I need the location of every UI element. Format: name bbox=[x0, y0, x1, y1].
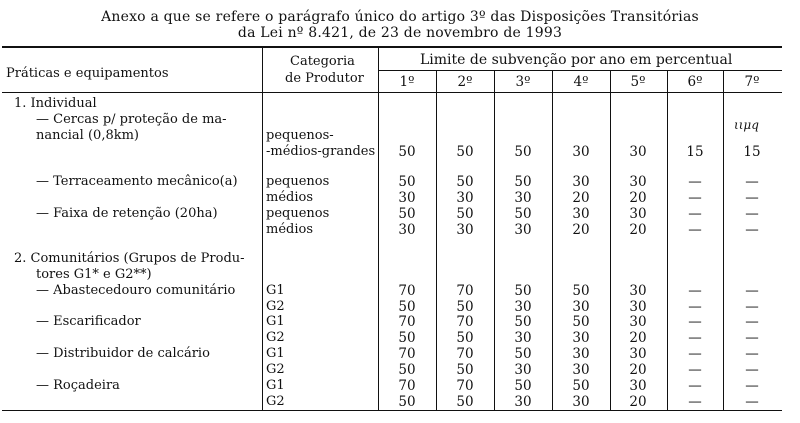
cell-cercas-y1: 50 bbox=[398, 144, 416, 160]
cell-terr-medios-y3: 30 bbox=[514, 190, 532, 206]
cell-abast-g1-y4: 50 bbox=[572, 283, 590, 299]
practice-cercas-line2: nancial (0,8km) bbox=[36, 128, 139, 143]
cell-terr-pequenos-y1: 50 bbox=[398, 174, 416, 190]
cell-escar-g1-y5: 30 bbox=[629, 314, 647, 330]
year-header-3: 3º bbox=[515, 74, 531, 90]
cell-terr-medios-y5: 20 bbox=[629, 190, 647, 206]
cell-terr-medios-y4: 20 bbox=[572, 190, 590, 206]
cell-abast-g1-y1: 70 bbox=[398, 283, 416, 299]
cell-distr-g2-y1: 50 bbox=[398, 362, 416, 378]
cell-faixa-medios-y7: — bbox=[745, 222, 759, 238]
cell-abast-g2-y4: 30 bbox=[572, 299, 590, 315]
header-practices: Práticas e equipamentos bbox=[6, 66, 169, 81]
cell-faixa-medios-y3: 30 bbox=[514, 222, 532, 238]
cell-distr-g2-y2: 50 bbox=[456, 362, 474, 378]
cell-distr-g1-y2: 70 bbox=[456, 346, 474, 362]
cell-roca-g1-y1: 70 bbox=[398, 378, 416, 394]
cell-faixa-pequenos-y3: 50 bbox=[514, 206, 532, 222]
cell-faixa-pequenos-y5: 30 bbox=[629, 206, 647, 222]
category-escar-g2: G2 bbox=[266, 330, 285, 345]
cell-faixa-pequenos-y1: 50 bbox=[398, 206, 416, 222]
cell-abast-g2-y7: — bbox=[745, 299, 759, 315]
cell-terr-pequenos-y7: — bbox=[745, 174, 759, 190]
col-divider-y2 bbox=[494, 70, 495, 410]
limit-header-rule bbox=[378, 70, 782, 71]
practice-cercas-line1: — Cercas p/ proteção de ma- bbox=[36, 112, 227, 127]
cell-distr-g1-y1: 70 bbox=[398, 346, 416, 362]
cell-faixa-medios-y4: 20 bbox=[572, 222, 590, 238]
cell-roca-g1-y5: 30 bbox=[629, 378, 647, 394]
practice-abastecedouro: — Abastecedouro comunitário bbox=[36, 283, 236, 298]
year-header-5: 5º bbox=[630, 74, 646, 90]
cell-cercas-y7: 15 bbox=[743, 144, 761, 160]
cell-roca-g2-y4: 30 bbox=[572, 394, 590, 410]
cell-terr-pequenos-y4: 30 bbox=[572, 174, 590, 190]
cell-cercas-y4: 30 bbox=[572, 144, 590, 160]
cell-escar-g1-y6: — bbox=[688, 314, 702, 330]
category-terr-medios: médios bbox=[266, 190, 313, 205]
cell-distr-g2-y6: — bbox=[688, 362, 702, 378]
cell-roca-g2-y5: 20 bbox=[629, 394, 647, 410]
header-bottom-rule bbox=[2, 92, 782, 93]
cell-abast-g1-y6: — bbox=[688, 283, 702, 299]
group-individual: 1. Individual bbox=[14, 96, 97, 111]
header-category-line1: Categoria bbox=[290, 54, 355, 69]
category-abast-g2: G2 bbox=[266, 299, 285, 314]
col-divider-y4 bbox=[610, 70, 611, 410]
cell-escar-g2-y6: — bbox=[688, 330, 702, 346]
cell-abast-g1-y7: — bbox=[745, 283, 759, 299]
cell-terr-medios-y6: — bbox=[688, 190, 702, 206]
cell-escar-g1-y2: 70 bbox=[456, 314, 474, 330]
col-divider-y6 bbox=[723, 70, 724, 410]
cell-distr-g2-y5: 20 bbox=[629, 362, 647, 378]
cell-distr-g1-y6: — bbox=[688, 346, 702, 362]
category-roca-g2: G2 bbox=[266, 394, 285, 409]
category-escar-g1: G1 bbox=[266, 314, 285, 329]
category-cercas-line2: -médios-grandes bbox=[266, 144, 376, 159]
cell-roca-g2-y2: 50 bbox=[456, 394, 474, 410]
cell-escar-g2-y5: 20 bbox=[629, 330, 647, 346]
cell-terr-pequenos-y2: 50 bbox=[456, 174, 474, 190]
cell-terr-medios-y1: 30 bbox=[398, 190, 416, 206]
practice-terraceamento: — Terraceamento mecânico(a) bbox=[36, 174, 238, 189]
cell-abast-g2-y2: 50 bbox=[456, 299, 474, 315]
category-roca-g1: G1 bbox=[266, 378, 285, 393]
cell-abast-g2-y3: 30 bbox=[514, 299, 532, 315]
practice-faixa: — Faixa de retenção (20ha) bbox=[36, 206, 218, 221]
category-faixa-pequenos: pequenos bbox=[266, 206, 330, 221]
year-header-2: 2º bbox=[457, 74, 473, 90]
col-divider-practices bbox=[262, 47, 263, 410]
cell-faixa-medios-y6: — bbox=[688, 222, 702, 238]
cell-faixa-pequenos-y6: — bbox=[688, 206, 702, 222]
cell-abast-g2-y5: 30 bbox=[629, 299, 647, 315]
cell-distr-g1-y4: 30 bbox=[572, 346, 590, 362]
cell-escar-g2-y1: 50 bbox=[398, 330, 416, 346]
category-faixa-medios: médios bbox=[266, 222, 313, 237]
cell-escar-g1-y1: 70 bbox=[398, 314, 416, 330]
cell-terr-pequenos-y5: 30 bbox=[629, 174, 647, 190]
cell-roca-g2-y1: 50 bbox=[398, 394, 416, 410]
cell-distr-g2-y3: 30 bbox=[514, 362, 532, 378]
cell-faixa-medios-y2: 30 bbox=[456, 222, 474, 238]
cell-terr-pequenos-y6: — bbox=[688, 174, 702, 190]
cell-terr-medios-y7: — bbox=[745, 190, 759, 206]
cell-distr-g1-y5: 30 bbox=[629, 346, 647, 362]
cell-roca-g1-y3: 50 bbox=[514, 378, 532, 394]
group-comunitarios-line2: tores G1* e G2**) bbox=[36, 267, 152, 282]
cell-roca-g2-y3: 30 bbox=[514, 394, 532, 410]
category-abast-g1: G1 bbox=[266, 283, 285, 298]
category-terr-pequenos: pequenos bbox=[266, 174, 330, 189]
cercas-stray-mark: ιιμq bbox=[734, 118, 759, 132]
cell-escar-g1-y4: 50 bbox=[572, 314, 590, 330]
year-header-7: 7º bbox=[744, 74, 760, 90]
year-header-6: 6º bbox=[687, 74, 703, 90]
cell-abast-g1-y5: 30 bbox=[629, 283, 647, 299]
cell-faixa-medios-y5: 20 bbox=[629, 222, 647, 238]
cell-faixa-pequenos-y7: — bbox=[745, 206, 759, 222]
cell-escar-g2-y4: 30 bbox=[572, 330, 590, 346]
col-divider-y1 bbox=[436, 70, 437, 410]
col-divider-category bbox=[378, 47, 379, 410]
cell-escar-g2-y7: — bbox=[745, 330, 759, 346]
cell-faixa-pequenos-y4: 30 bbox=[572, 206, 590, 222]
cell-cercas-y2: 50 bbox=[456, 144, 474, 160]
table-top-rule bbox=[2, 46, 782, 48]
group-comunitarios-line1: 2. Comunitários (Grupos de Produ- bbox=[14, 251, 245, 266]
cell-faixa-medios-y1: 30 bbox=[398, 222, 416, 238]
cell-abast-g2-y1: 50 bbox=[398, 299, 416, 315]
cell-distr-g1-y7: — bbox=[745, 346, 759, 362]
cell-escar-g2-y2: 50 bbox=[456, 330, 474, 346]
cell-roca-g1-y7: — bbox=[745, 378, 759, 394]
header-limit: Limite de subvenção por ano em percentual bbox=[420, 52, 733, 68]
cell-roca-g1-y4: 50 bbox=[572, 378, 590, 394]
cell-cercas-y6: 15 bbox=[686, 144, 704, 160]
cell-roca-g1-y2: 70 bbox=[456, 378, 474, 394]
cell-terr-medios-y2: 30 bbox=[456, 190, 474, 206]
year-header-4: 4º bbox=[573, 74, 589, 90]
cell-cercas-y5: 30 bbox=[629, 144, 647, 160]
practice-distribuidor: — Distribuidor de calcário bbox=[36, 346, 210, 361]
cell-distr-g2-y4: 30 bbox=[572, 362, 590, 378]
cell-roca-g1-y6: — bbox=[688, 378, 702, 394]
cell-cercas-y3: 50 bbox=[514, 144, 532, 160]
cell-distr-g1-y3: 50 bbox=[514, 346, 532, 362]
cell-escar-g1-y3: 50 bbox=[514, 314, 532, 330]
practice-escarificador: — Escarificador bbox=[36, 314, 141, 329]
cell-faixa-pequenos-y2: 50 bbox=[456, 206, 474, 222]
cell-abast-g1-y2: 70 bbox=[456, 283, 474, 299]
cell-terr-pequenos-y3: 50 bbox=[514, 174, 532, 190]
cell-abast-g2-y6: — bbox=[688, 299, 702, 315]
cell-escar-g1-y7: — bbox=[745, 314, 759, 330]
table-bottom-rule bbox=[2, 410, 782, 411]
cell-abast-g1-y3: 50 bbox=[514, 283, 532, 299]
category-cercas-line1: pequenos- bbox=[266, 128, 334, 143]
cell-distr-g2-y7: — bbox=[745, 362, 759, 378]
col-divider-y3 bbox=[552, 70, 553, 410]
col-divider-y5 bbox=[667, 70, 668, 410]
cell-roca-g2-y6: — bbox=[688, 394, 702, 410]
cell-roca-g2-y7: — bbox=[745, 394, 759, 410]
category-distr-g1: G1 bbox=[266, 346, 285, 361]
practice-rocadeira: — Roçadeira bbox=[36, 378, 120, 393]
year-header-1: 1º bbox=[399, 74, 415, 90]
document-title-line1: Anexo a que se refere o parágrafo único do artigo 3º das Disposições Transitórias bbox=[101, 9, 699, 25]
header-category-line2: de Produtor bbox=[285, 71, 364, 86]
category-distr-g2: G2 bbox=[266, 362, 285, 377]
cell-escar-g2-y3: 30 bbox=[514, 330, 532, 346]
document-title-line2: da Lei nº 8.421, de 23 de novembro de 1993 bbox=[237, 25, 563, 41]
